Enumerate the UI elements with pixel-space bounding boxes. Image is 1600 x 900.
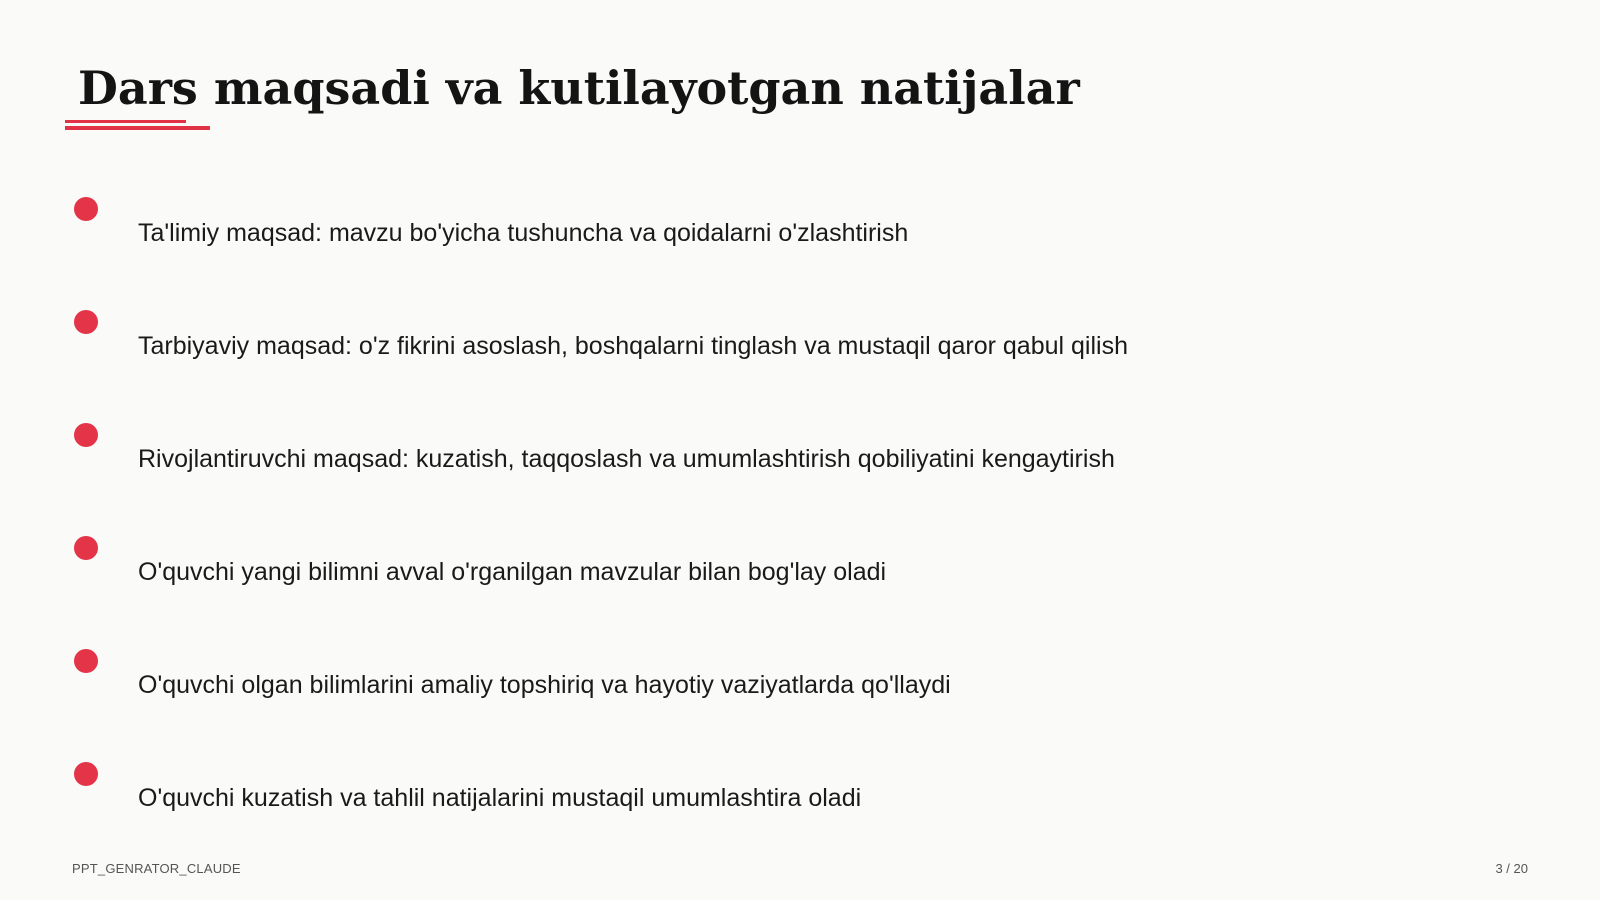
page-number: 3 / 20 [1495,861,1528,876]
bullet-item [0,762,1500,822]
bullet-text: Rivojlantiruvchi maqsad: kuzatish, taqqoslash va umumlashtirish qobiliyatini kengaytirish [138,445,1115,473]
slide-title: Dars maqsadi va kutilayotgan natijalar [78,61,1080,115]
bullet-text: O'quvchi olgan bilimlarini amaliy topshiriq va hayotiy vaziyatlarda qo'llaydi [138,671,951,699]
footer-source: PPT_GENRATOR_CLAUDE [72,861,241,876]
bullet-dot-icon [74,423,98,447]
bullet-dot-icon [74,197,98,221]
bullet-item [0,423,1500,483]
bullet-dot-icon [74,310,98,334]
bullet-item [0,536,1500,596]
title-underline [65,120,210,134]
bullet-dot-icon [74,536,98,560]
bullet-item [0,649,1500,709]
bullet-text: Ta'limiy maqsad: mavzu bo'yicha tushuncha va qoidalarni o'zlashtirish [138,219,909,247]
bullet-text: O'quvchi kuzatish va tahlil natijalarini mustaqil umumlashtira oladi [138,784,862,812]
title-underline-bottom [65,126,210,130]
bullet-dot-icon [74,649,98,673]
bullet-text: Tarbiyaviy maqsad: o'z fikrini asoslash, boshqalarni tinglash va mustaqil qaror qabul qilish [138,332,1128,360]
bullet-dot-icon [74,762,98,786]
bullet-text: O'quvchi yangi bilimni avval o'rganilgan mavzular bilan bog'lay oladi [138,558,887,586]
bullet-item [0,197,1500,257]
title-underline-top [65,120,186,123]
bullet-item [0,310,1500,370]
